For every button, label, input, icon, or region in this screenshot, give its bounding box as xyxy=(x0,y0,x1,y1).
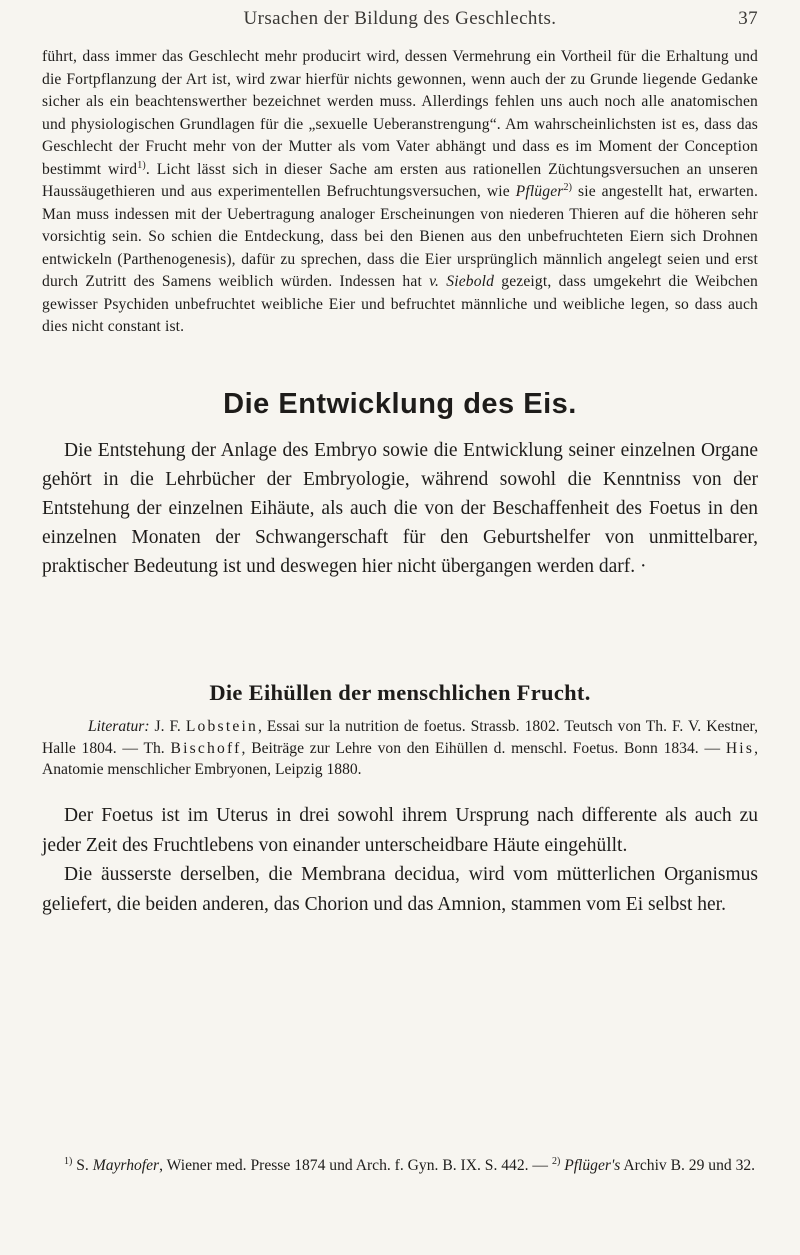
footnote-1-mark: 1) xyxy=(64,1155,73,1167)
author-mayrhofer: Mayrhofer xyxy=(92,1157,160,1174)
section-eihuellen-body xyxy=(42,801,758,919)
author-bischoff: Bischoff xyxy=(170,739,242,757)
author-his: His xyxy=(725,739,755,757)
author-pflueger-archiv: Pflüger's xyxy=(564,1157,621,1174)
author-pflueger: Pflüger xyxy=(515,183,564,200)
footnote-ref-1: 1) xyxy=(137,159,146,171)
literature-block xyxy=(42,716,758,781)
literature-text-d: , Anatomie menschlicher Embryonen, Leipzig 1880. xyxy=(42,739,758,778)
section-heading-eihuellen: Die Eihüllen der menschlichen Frucht. xyxy=(209,680,591,705)
footnote-2-number: 2 xyxy=(551,1155,557,1167)
section-entwicklung-body xyxy=(42,436,758,581)
eihuellen-paragraph-1: Der Foetus ist im Uterus in drei sowohl ihrem Ursprung nach differente als auch zu jeder Zeit des Fruchtlebens von einander unterscheidbare Häute eingehüllt. xyxy=(42,805,758,856)
intro-text-d: gezeigt, dass umgekehrt die Weibchen gewisser Psychiden unbefruchtet weibliche Eier und befruchtet männliche und weibliche legen, so dass auch dies nicht constant ist. xyxy=(42,273,758,335)
footnote-ref-2-mark: 2 xyxy=(563,181,569,193)
literature-label: Literatur: xyxy=(88,718,150,735)
author-lobstein: Lobstein xyxy=(185,718,258,735)
footnote-1-text-a: S. xyxy=(72,1157,93,1174)
footnote-ref-2: 2) xyxy=(563,181,573,193)
footnote-2-mark: 2) xyxy=(551,1155,561,1167)
footnote-1-number: 1 xyxy=(64,1155,69,1167)
intro-text-b: . Licht lässt sich in dieser Sache am ersten aus rationellen Züchtungsversuchen an unseren Haussäugethieren und aus experimentellen Befruchtungsversuchen, wie xyxy=(42,160,758,200)
intro-text-c: sie angestellt hat, erwarten. Man muss indessen mit der Uebertragung analoger Erscheinungen von niederen Thieren auf die höheren sehr vorsichtig sein. So schien die Entdeckung, dass bei den Bienen aus den unbefruchteten Eiern sich Drohnen entwickeln (Parthenogenesis), dafür zu sprechen, dass die Eier ursprünglich männlich angelegt seien und erst durch Zutritt des Samens weiblich würden. Indessen hat xyxy=(42,183,759,290)
footnote-text xyxy=(42,1155,758,1177)
literature-text-c: , Beiträge zur Lehre von den Eihüllen d. menschl. Foetus. Bonn 1834. — xyxy=(241,739,726,757)
eihuellen-paragraph-2: Die äusserste derselben, die Membrana decidua, wird vom mütterlichen Organismus geliefert, die beiden anderen, das Chorion und das Amnion, stammen vom Ei selbst her. xyxy=(42,864,758,915)
intro-text-a: führt, dass immer das Geschlecht mehr producirt wird, dessen Vermehrung ein Vortheil für die Erhaltung und die Fortpflanzung der Art ist, wird zwar hierfür nichts gewonnen, wenn auch der zu Grunde liegende Gedanke sicher als ein beachtenswerther bezeichnet werden muss. Allerdings fehlen uns auch noch alle anatomischen und physiologischen Grundlagen für die „sexuelle Ueberanstrengung“. Am wahrscheinlichsten ist es, dass das Geschlecht der Frucht mehr von der Mutter als vom Vater abhängt und dass es im Moment der Conception bestimmt wird xyxy=(42,48,758,178)
section-entwicklung-paragraph: Die Entstehung der Anlage des Embryo sowie die Entwicklung seiner einzelnen Organe gehört in die Lehrbücher der Embryologie, während sowohl die Kenntniss von der Entstehung der einzelnen Eihäute, als auch die von der Beschaffenheit des Foetus in den einzelnen Monaten der Schwangerschaft für den Geburtshelfer von unmittelbarer, praktischer Bedeutung ist und deswegen hier nicht übergangen werden darf. · xyxy=(42,440,758,577)
literature-text xyxy=(42,716,758,781)
footnotes xyxy=(42,1155,758,1177)
literature-text-b: , Essai sur la nutrition de foetus. Strassb. 1802. Teutsch von Th. F. V. Kestner, Halle 1804. — Th. xyxy=(42,718,758,757)
running-head xyxy=(0,8,800,36)
intro-paragraph xyxy=(42,46,758,339)
running-title: Ursachen der Bildung des Geschlechts. xyxy=(243,8,557,29)
page-number: 37 xyxy=(738,8,758,29)
intro-text xyxy=(42,46,758,339)
footnote-1-text-b: , Wiener med. Presse 1874 und Arch. f. Gyn. B. IX. S. 442. — xyxy=(159,1157,552,1174)
literature-text-a: J. F. xyxy=(149,718,186,735)
section-heading-entwicklung: Die Entwicklung des Eis. xyxy=(223,388,577,420)
footnote-ref-1-mark: 1 xyxy=(137,159,143,171)
author-siebold: v. Siebold xyxy=(429,273,495,290)
footnote-2-text-b: Archiv B. 29 und 32. xyxy=(620,1157,756,1174)
